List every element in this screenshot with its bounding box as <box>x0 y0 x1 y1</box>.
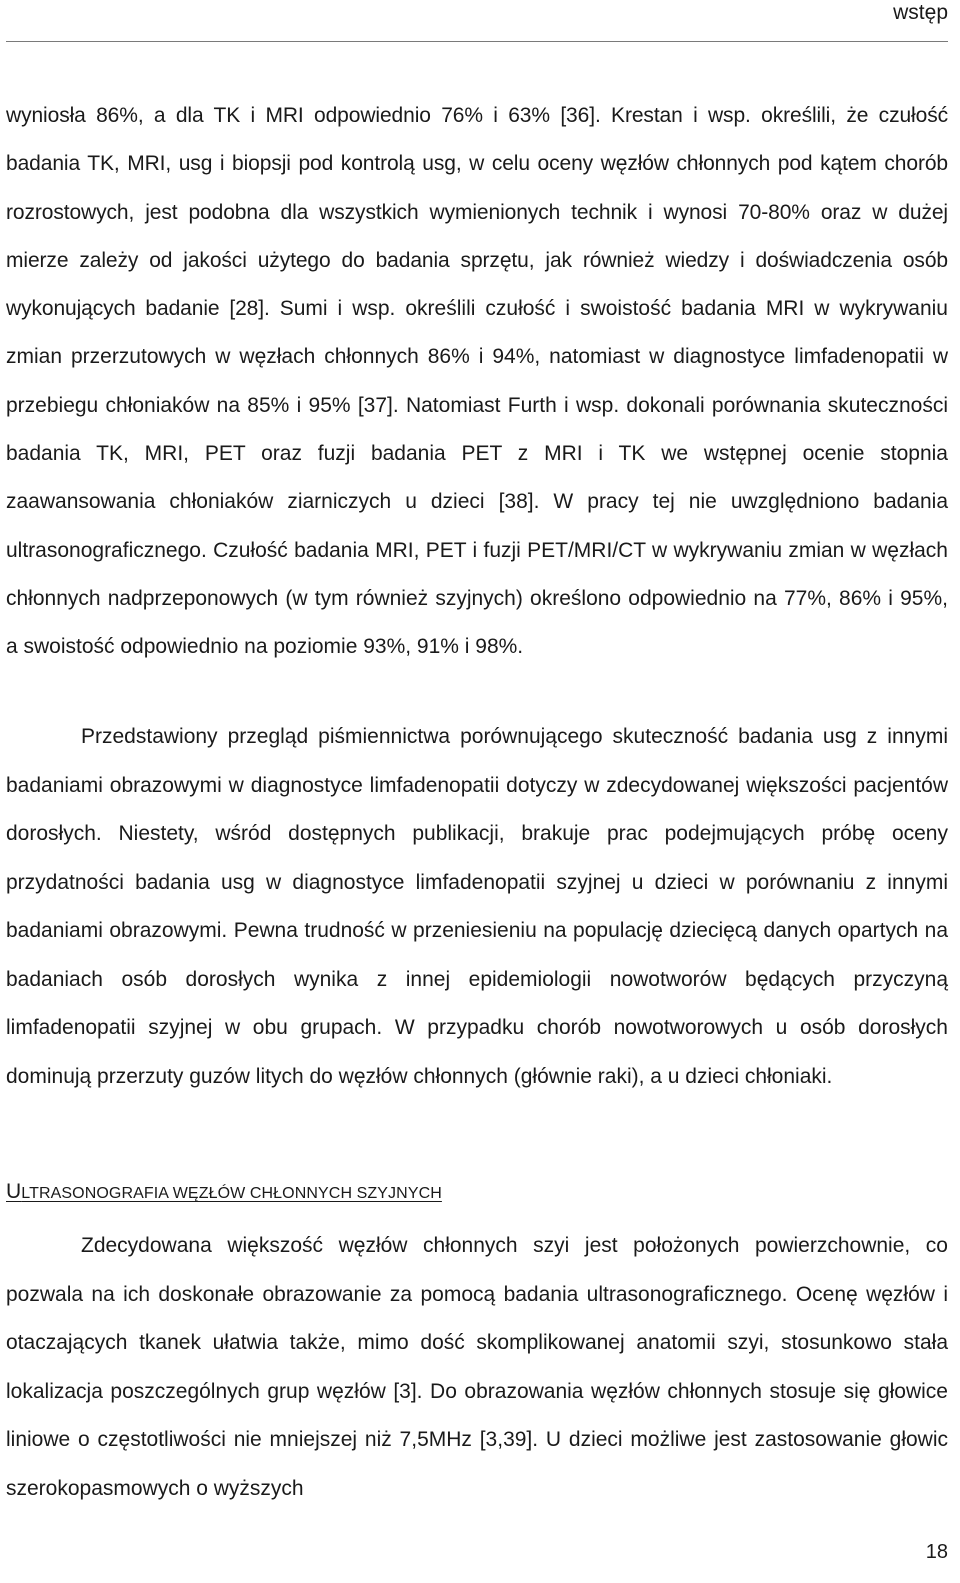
paragraph-2: Przedstawiony przegląd piśmiennictwa porównującego skuteczność badania usg z innymi badaniami obrazowymi w diagnostyce limfadenopatii dotyczy w zdecydowanej większości pacjentów dorosłych. Niestety, wśród dostępnych publikacji, brakuje prac podejmujących próbę oceny przydatności badania usg w diagnostyce limfadenopatii szyjnej u dzieci w porównaniu z innymi badaniami obrazowymi. Pewna trudność w przeniesieniu na populację dziecięcą danych opartych na badaniach osób dorosłych wynika z innej epidemiologii nowotworów będących przyczyną limfadenopatii szyjnej w obu grupach. W przypadku chorób nowotworowych u osób dorosłych dominują przerzuty guzów litych do węzłów chłonnych (głównie raki), a u dzieci chłoniaki. <box>6 725 948 1088</box>
running-header <box>6 0 948 42</box>
paragraph-1-lead: wyniosła 86%, a dla TK i MRI odpowiednio 76% i 63% [36]. Krestan i wsp. określili, że czułość badania TK, MRI, usg i biopsji pod kontrolą usg, w celu oceny węzłów chłonnych pod kątem chorób rozrostowych, jest podobna dla wszystkich wymienionych technik i wynosi 70-80% oraz w dużej mierze zależy od jakości użytego do badania sprzętu, jak również wiedzy i doświadczenia osób wykonujących badanie [28]. <box>6 104 948 321</box>
paragraph-1-rest: Sumi i wsp. określili czułość i swoistość badania MRI w wykrywaniu zmian przerzutowych w węzłach chłonnych 86% i 94%, natomiast w diagnostyce limfadenopatii w przebiegu chłoniaków na 85% i 95% [37]. Natomiast Furth i wsp. dokonali porównania skuteczności badania TK, MRI, PET oraz fuzji badania PET z MRI i TK we wstępnej ocenie stopnia zaawansowania chłoniaków ziarniczych u dzieci [38]. W pracy tej nie uwzględniono badania ultrasonograficznego. Czułość badania MRI, PET i fuzji PET/MRI/CT w wykrywaniu zmian w węzłach chłonnych nadprzeponowych (w tym również szyjnych) określono odpowiednio na 77%, 86% i 95%, a swoistość odpowiednio na poziomie 93%, 91% i 98%. <box>6 297 948 659</box>
running-header-title: wstęp <box>893 1 948 24</box>
page-number: 18 <box>925 1541 948 1563</box>
paragraph-3: Zdecydowana większość węzłów chłonnych szyi jest położonych powierzchownie, co pozwala na ich doskonałe obrazowanie za pomocą badania ultrasonograficznego. Ocenę węzłów i otaczających tkanek ułatwia także, mimo dość skomplikowanej anatomii szyi, stosunkowo stała lokalizacja poszczególnych grup węzłów [3]. Do obrazowania węzłów chłonnych stosuje się głowice liniowe o częstotliwości nie mniejszej niż 7,5MHz [3,39]. U dzieci możliwe jest zastosowanie głowic szerokopasmowych o wyższych <box>6 1234 948 1500</box>
paragraph-1 <box>6 92 948 672</box>
section-heading: ULTRASONOGRAFIA WĘZŁÓW CHŁONNYCH SZYJNYCH <box>6 1180 442 1203</box>
